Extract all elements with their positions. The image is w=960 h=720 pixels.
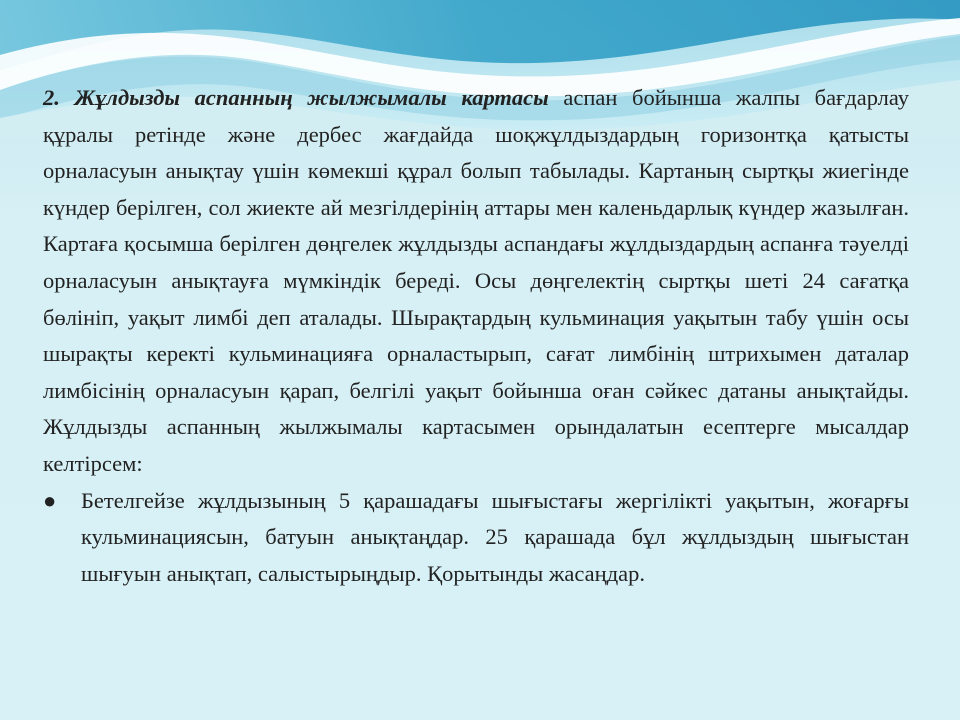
slide-content bbox=[43, 80, 909, 592]
bullet-icon: ● bbox=[43, 487, 57, 513]
paragraph-body: аспан бойынша жалпы бағдарлау құралы ретінде және дербес жағдайда шоқжұлдыздардың горизонтқа қатысты орналасуын анықтау үшін көмекші құрал болып табылады. Картаның сыртқы жиегінде күндер берілген, сол жиекте ай мезгілдерінің аттары мен каленьдарлық күндер жазылған. Картаға қосымша берілген дөңгелек жұлдызды аспандағы жұлдыздардың аспанға тәуелді орналасуын анықтауға мүмкіндік береді. Осы дөңгелектің сыртқы шеті 24 сағатқа бөлініп, уақыт лимбі деп аталады. Шырақтардың кульминация уақытын табу үшін осы шырақты керекті кульминацияға орналастырып, сағат лимбінің штрихымен даталар лимбісінің орналасуын қарап, белгілі уақыт бойынша оған сәйкес датаны анықтайды. Жұлдызды аспанның жылжымалы картасымен орындалатын есептерге мысалдар келтірсем: bbox=[43, 85, 909, 476]
paragraph-title: Жұлдызды аспанның жылжымалы картасы bbox=[74, 85, 549, 110]
main-paragraph bbox=[43, 80, 909, 483]
list-item bbox=[43, 483, 909, 593]
bullet-text: Бетелгейзе жұлдызының 5 қарашадағы шығыстағы жергілікті уақытын, жоғарғы кульминациясын, батуын анықтаңдар. 25 қарашада бұл жұлдыздың шығыстан шығуын анықтап, салыстырыңдыр. Қорытынды жасаңдар. bbox=[81, 487, 909, 586]
paragraph-number: 2. bbox=[43, 85, 60, 110]
